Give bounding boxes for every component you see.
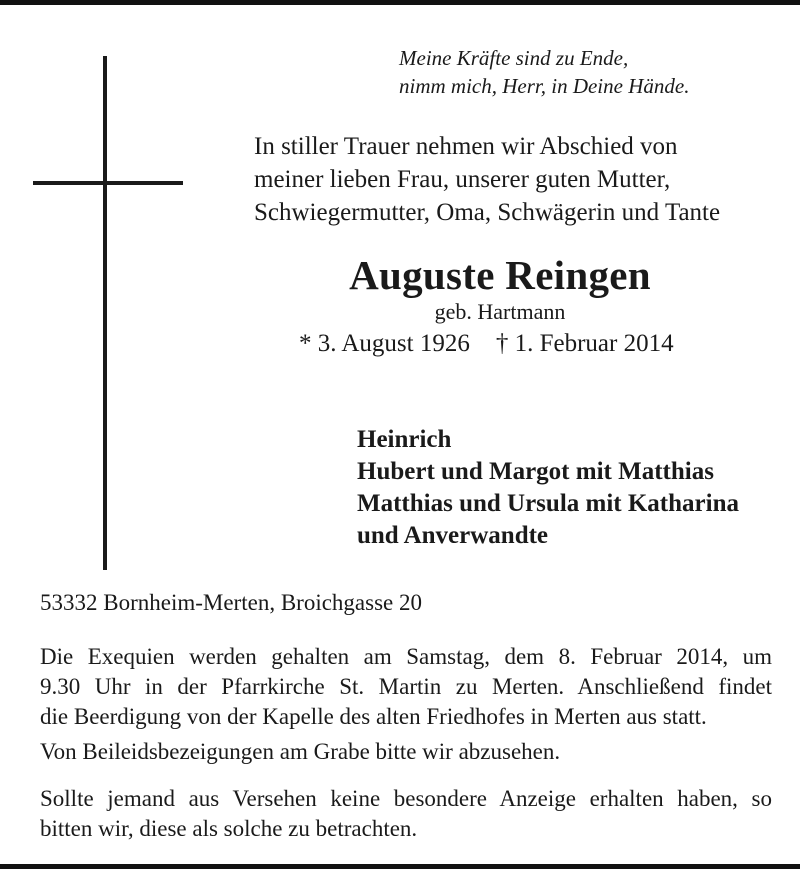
service-notice [40, 642, 772, 732]
mourners-list [357, 424, 797, 552]
cross-icon-horizontal-beam [33, 181, 183, 185]
bible-verse [399, 44, 779, 100]
service-line: Die Exequien werden gehalten am Samstag, dem 8. Februar 2014, um [40, 644, 772, 669]
announcement-line: bitten wir, diese als solche zu betrachten. [40, 816, 418, 841]
intro-line: Schwiegermutter, Oma, Schwägerin und Tante [254, 199, 721, 226]
intro-text [254, 130, 794, 229]
maiden-name: geb. Hartmann [434, 299, 566, 324]
mourner-line: Heinrich [357, 426, 452, 453]
birth-date: * 3. August 1926 [299, 330, 470, 357]
announcement-line: Sollte jemand aus Versehen keine besondere Anzeige erhalten haben, so [40, 786, 772, 811]
verse-line: Meine Kräfte sind zu Ende, [399, 46, 629, 70]
mourner-line: und Anverwandte [357, 522, 549, 549]
family-address: 53332 Bornheim-Merten, Broichgasse 20 [40, 590, 422, 615]
mourner-line: Matthias und Ursula mit Katharina [357, 490, 739, 517]
service-line: die Beerdigung von der Kapelle des alten Friedhofes in Merten aus statt. [40, 704, 707, 729]
announcement-notice [40, 784, 772, 844]
condolence-line: Von Beileidsbezeigungen am Grabe bitte wir abzusehen. [40, 739, 561, 764]
verse-line: nimm mich, Herr, in Deine Hände. [399, 74, 690, 98]
mourner-line: Hubert und Margot mit Matthias [357, 458, 714, 485]
intro-line: meiner lieben Frau, unserer guten Mutter, [254, 166, 671, 193]
death-date: † 1. Februar 2014 [495, 330, 674, 357]
condolence-notice [40, 737, 772, 767]
life-dates [299, 327, 674, 361]
service-line: 9.30 Uhr in der Pfarrkirche St. Martin zu Merten. Anschließend findet [40, 674, 772, 699]
deceased-name: Auguste Reingen [349, 252, 651, 298]
intro-line: In stiller Trauer nehmen wir Abschied von [254, 133, 678, 160]
cross-icon-vertical-beam [103, 56, 107, 570]
